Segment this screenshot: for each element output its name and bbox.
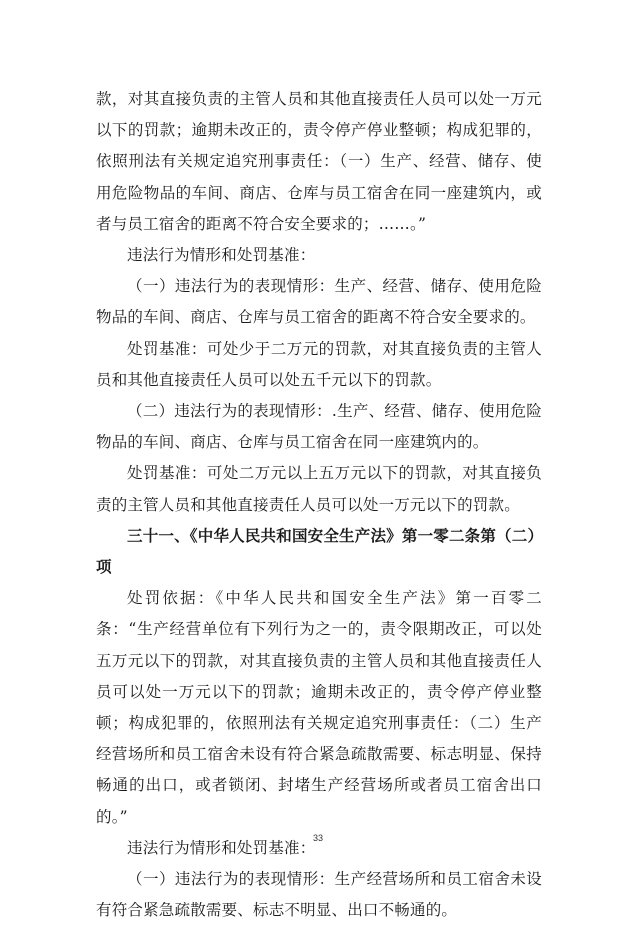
paragraph-continuation: 款，对其直接负责的主管人员和其他直接责任人员可以处一万元以下的罚款；逾期未改正的，责令停产停业整顿；构成犯罪的，依照刑法有关规定追究刑事责任：（一）生产、经营、储存、使用危险物品的车间、商店、仓库与员工宿舍在同一座建筑内，或者与员工宿舍的距离不符合安全要求的；……。” [96,90,542,233]
paragraph-violation-case-1: （一）违法行为的表现情形：生产、经营、储存、使用危险物品的车间、商店、仓库与员工宿舍的距离不符合安全要求的。 [96,277,542,327]
paragraph-legal-basis: 处罚依据：《中华人民共和国安全生产法》第一百零二条：“生产经营单位有下列行为之一的，责令限期改正，可以处五万元以下的罚款，对其直接负责的主管人员和其他直接责任人员可以处一万元以下的罚款；逾期未改正的，责令停产停业整顿；构成犯罪的，依照刑法有关规定追究刑事责任：（二）生产经营场所和员工宿舍未设有符合紧急疏散需要、标志明显、保持畅通的出口，或者锁闭、封堵生产经营场所或者员工宿舍出口的。” [96,589,542,826]
section-heading-31: 三十一、《中华人民共和国安全生产法》第一零二条第（二）项 [96,526,536,577]
paragraph-violation-case-2: （二）违法行为的表现情形：.生产、经营、储存、使用危险物品的车间、商店、仓库与员工宿舍在同一座建筑内的。 [96,402,542,452]
paragraph-violation-criteria-1: 违法行为情形和处罚基准： [127,246,316,265]
document-body [96,84,542,926]
paragraph-penalty-1: 处罚基准：可处少于二万元的罚款，对其直接负责的主管人员和其他直接责任人员可以处五千元以下的罚款。 [96,339,542,389]
page-number: 33 [312,833,323,843]
paragraph-penalty-2: 处罚基准：可处二万元以上五万元以下的罚款，对其直接负责的主管人员和其他直接责任人员可以处一万元以下的罚款。 [96,464,542,514]
paragraph-violation-criteria-2: 违法行为情形和处罚基准： [127,838,316,857]
paragraph-violation-case-3: （一）违法行为的表现情形：生产经营场所和员工宿舍未设有符合紧急疏散需要、标志不明显、出口不畅通的。 [96,870,542,920]
